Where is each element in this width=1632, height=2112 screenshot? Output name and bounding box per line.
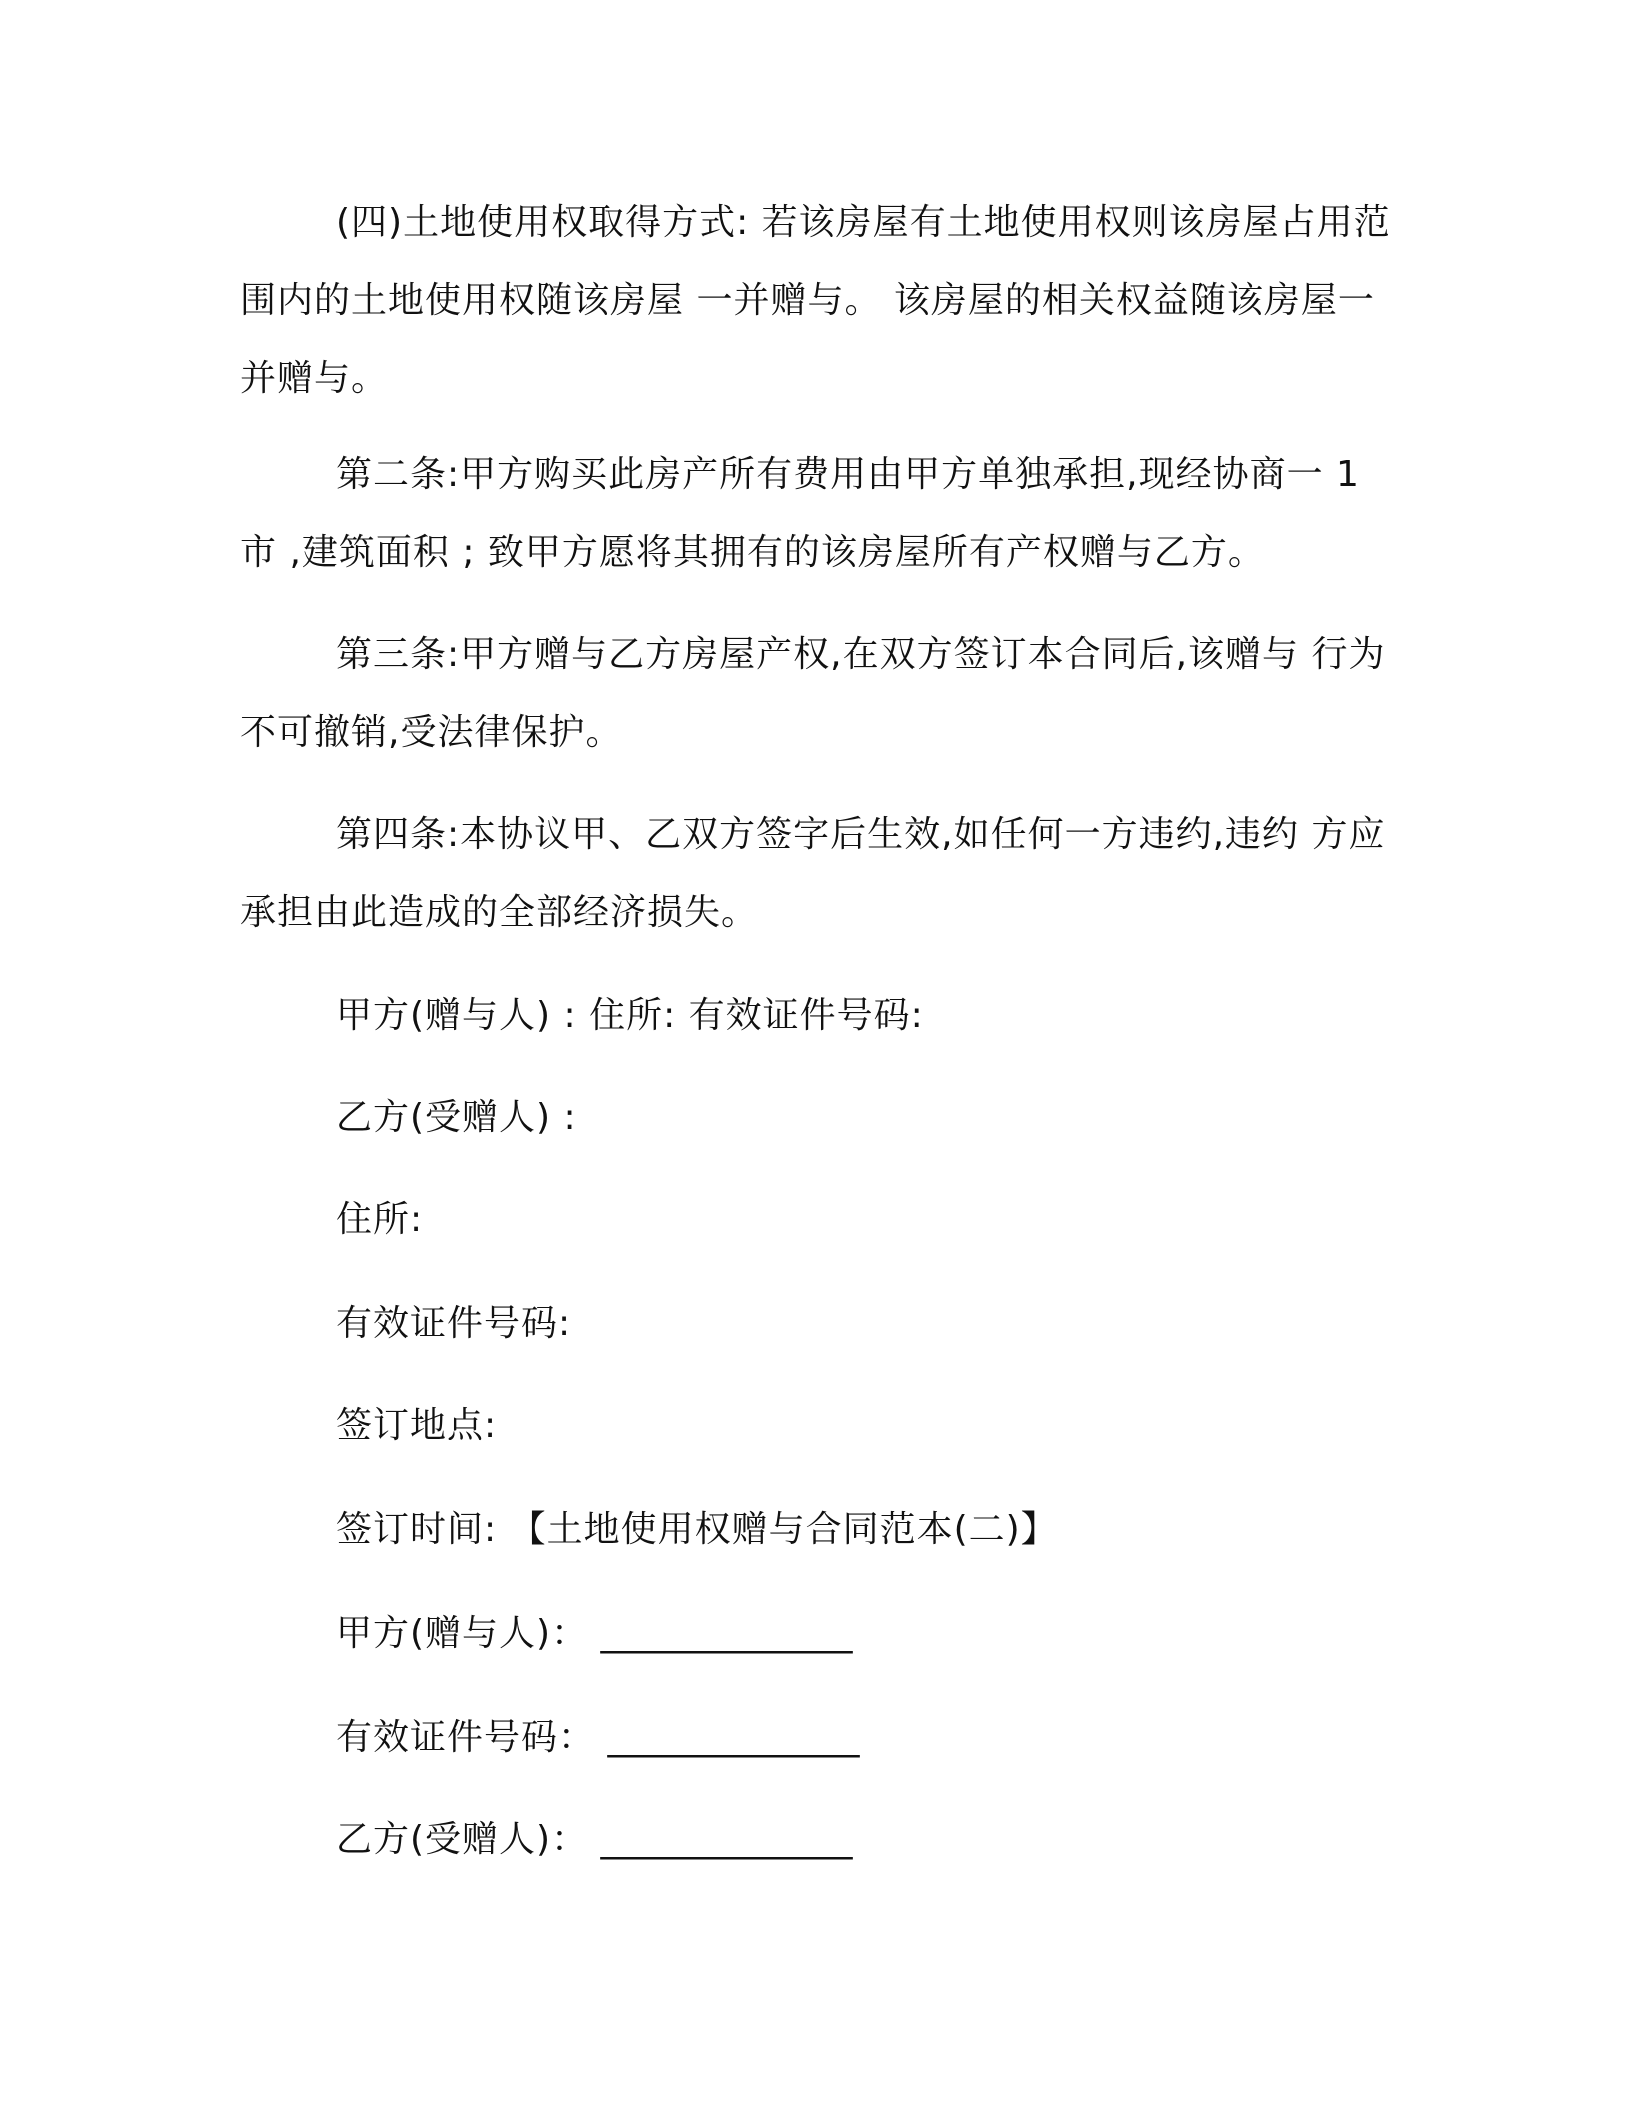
signature-blank: ______________ xyxy=(600,1819,853,1860)
paragraph-land-use-right: (四)土地使用权取得方式: 若该房屋有土地使用权则该房屋占用范围内的土地使用权随该房屋 一并赠与。 该房屋的相关权益随该房屋一并赠与。 xyxy=(240,202,1391,399)
paragraph-article-four: 第四条:本协议甲、乙双方签字后生效,如任何一方违约,违约 方应承担由此造成的全部经济损失。 xyxy=(240,814,1386,933)
signature-line-party-a xyxy=(336,1610,853,1658)
signature-line-party-b xyxy=(336,1816,853,1864)
signature-label: 乙方(受赠人)： xyxy=(336,1819,589,1860)
signature-blank: ______________ xyxy=(600,1613,853,1654)
signature-label: 甲方(赠与人)： xyxy=(336,1613,589,1654)
field-id-number: 有效证件号码: xyxy=(336,1303,572,1344)
signature-label: 有效证件号码： xyxy=(336,1717,596,1758)
signature-blank: ______________ xyxy=(607,1717,860,1758)
paragraph-article-two: 第二条:甲方购买此房产所有费用由甲方单独承担,现经协商一 1 市 ,建筑面积 ; 致甲方愿将其拥有的该房屋所有产权赠与乙方。 xyxy=(240,454,1360,573)
signature-line-id-number xyxy=(336,1714,859,1762)
field-party-a-summary: 甲方(赠与人) : 住所: 有效证件号码: xyxy=(336,995,924,1036)
field-address: 住所: xyxy=(336,1199,424,1240)
field-signing-time: 签订时间: 【土地使用权赠与合同范本(二)】 xyxy=(336,1509,1058,1550)
paragraph-article-three: 第三条:甲方赠与乙方房屋产权,在双方签订本合同后,该赠与 行为不可撤销,受法律保护。 xyxy=(240,634,1386,753)
field-party-b: 乙方(受赠人) : xyxy=(336,1097,577,1138)
field-signing-place: 签订地点: xyxy=(336,1405,498,1446)
